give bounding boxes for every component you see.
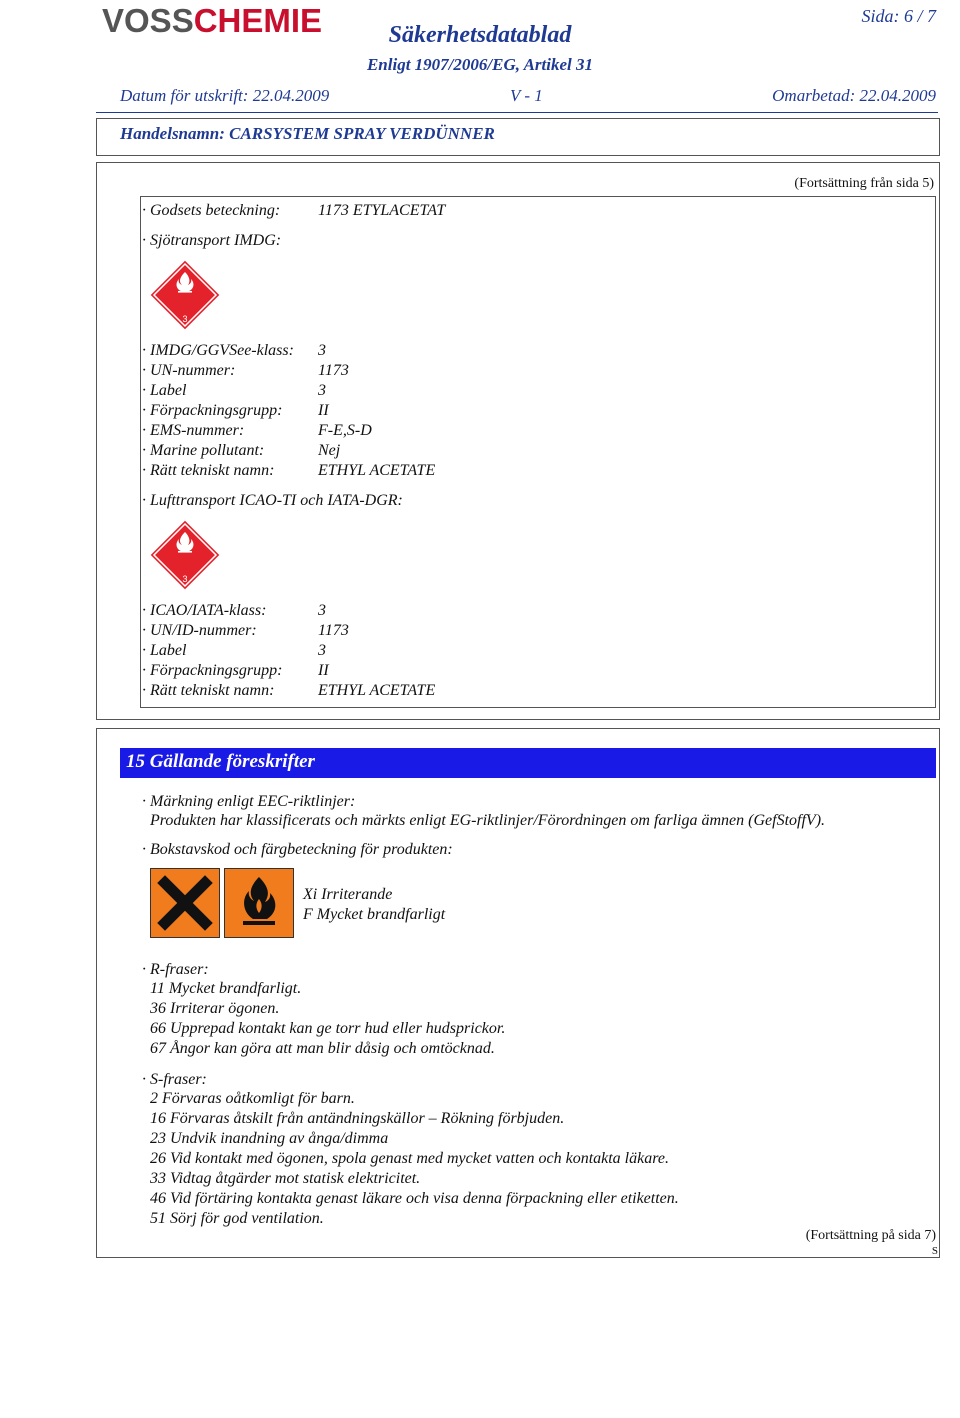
air-row-label: · ICAO/IATA-klass: (142, 602, 267, 619)
air-row-value: 3 (318, 602, 326, 619)
marking-text: Produkten har klassificerats och märkts enligt EG-riktlinjer/Förordningen om farliga ämnen (GefStoffV). (150, 812, 826, 829)
footer-mark: S (931, 1245, 938, 1257)
s-phrase: 33 Vidtag åtgärder mot statisk elektricitet. (150, 1170, 421, 1187)
flame-icon (224, 868, 294, 938)
sea-row-value: 3 (318, 342, 326, 359)
air-row-value: ETHYL ACETATE (318, 682, 436, 699)
r-phrase: 36 Irriterar ögonen. (150, 1000, 280, 1017)
hazard-symbol-text: Xi Irriterande (303, 886, 393, 903)
s-phrase: 2 Förvaras oåtkomligt för barn. (150, 1090, 355, 1107)
s-phrase: 16 Förvaras åtskilt från antändningskällor – Rökning förbjuden. (150, 1110, 565, 1127)
marking-label-row: · Märkning enligt EEC-riktlinjer: (142, 793, 356, 810)
s-phrases-label-row: · S-fraser: (142, 1071, 207, 1088)
air-row-value: II (318, 662, 329, 679)
placard-number-air: 3 (182, 574, 188, 584)
sea-row-label: · Förpackningsgrupp: (142, 402, 283, 419)
document-subtitle: Enligt 1907/2006/EG, Artikel 31 (366, 55, 594, 74)
logo-suffix: CHEMIE (193, 2, 323, 39)
revised-date: Omarbetad: 22.04.2009 (772, 86, 936, 105)
sea-row-value: ETHYL ACETATE (318, 462, 436, 479)
sea-row-label: · IMDG/GGVSee-klass: (142, 342, 294, 359)
s-phrase: 46 Vid förtäring kontakta genast läkare och visa denna förpackning eller etiketten. (150, 1190, 679, 1207)
irritant-cross-icon (150, 868, 220, 938)
sea-row-label: · EMS-nummer: (142, 422, 245, 439)
sea-transport-heading: · Sjötransport IMDG: (142, 232, 282, 249)
s-phrase: 51 Sörj för god ventilation. (150, 1210, 324, 1227)
s-phrase: 26 Vid kontakt med ögonen, spola genast med mycket vatten och kontakta läkare. (150, 1150, 669, 1167)
continued-from: (Fortsättning från sida 5) (794, 176, 934, 191)
sea-row-value: II (318, 402, 329, 419)
placard-number: 3 (182, 314, 188, 324)
flammable-placard-icon-air (148, 518, 222, 592)
sea-row-label: · Label (142, 382, 187, 399)
print-date: Datum för utskrift: 22.04.2009 (120, 86, 330, 105)
air-row-value: 3 (318, 642, 326, 659)
air-transport-heading: · Lufttransport ICAO-TI och IATA-DGR: (142, 492, 403, 509)
hazard-symbol-text: F Mycket brandfarligt (303, 906, 446, 923)
goods-designation-row: · Godsets beteckning: (142, 202, 281, 219)
sea-row-value: F-E,S-D (318, 422, 372, 439)
sea-row-label: · Marine pollutant: (142, 442, 265, 459)
air-row-label: · Förpackningsgrupp: (142, 662, 283, 679)
page-number: Sida: 6 / 7 (861, 6, 936, 26)
code-label-row: · Bokstavskod och färgbeteckning för produkten: (142, 841, 453, 858)
version: V - 1 (510, 86, 543, 105)
flammable-placard-icon (148, 258, 222, 332)
air-row-label: · UN/ID-nummer: (142, 622, 257, 639)
goods-label: Godsets beteckning: (150, 202, 281, 219)
product-name: Handelsnamn: CARSYSTEM SPRAY VERDÜNNER (120, 124, 495, 143)
goods-value: 1173 ETYLACETAT (318, 202, 446, 219)
header-divider (96, 112, 938, 113)
sea-row-value: Nej (318, 442, 341, 459)
continued-to: (Fortsättning på sida 7) (805, 1228, 936, 1243)
document-title: Säkerhetsdatablad (388, 22, 572, 48)
r-phrase: 11 Mycket brandfarligt. (150, 980, 302, 997)
s-phrase: 23 Undvik inandning av ånga/dimma (150, 1130, 389, 1147)
sea-row-label: · UN-nummer: (142, 362, 236, 379)
r-phrase: 67 Ångor kan göra att man blir dåsig och omtöcknad. (150, 1040, 495, 1057)
air-row-label: · Label (142, 642, 187, 659)
r-phrases-label-row: · R-fraser: (142, 961, 209, 978)
sea-row-label: · Rätt tekniskt namn: (142, 462, 275, 479)
r-phrase: 66 Upprepad kontakt kan ge torr hud eller hudsprickor. (150, 1020, 506, 1037)
air-row-value: 1173 (318, 622, 349, 639)
sea-row-value: 1173 (318, 362, 349, 379)
section-15-title: 15 Gällande föreskrifter (126, 751, 315, 772)
logo-prefix: VOSS (102, 2, 194, 39)
sea-row-value: 3 (318, 382, 326, 399)
air-row-label: · Rätt tekniskt namn: (142, 682, 275, 699)
